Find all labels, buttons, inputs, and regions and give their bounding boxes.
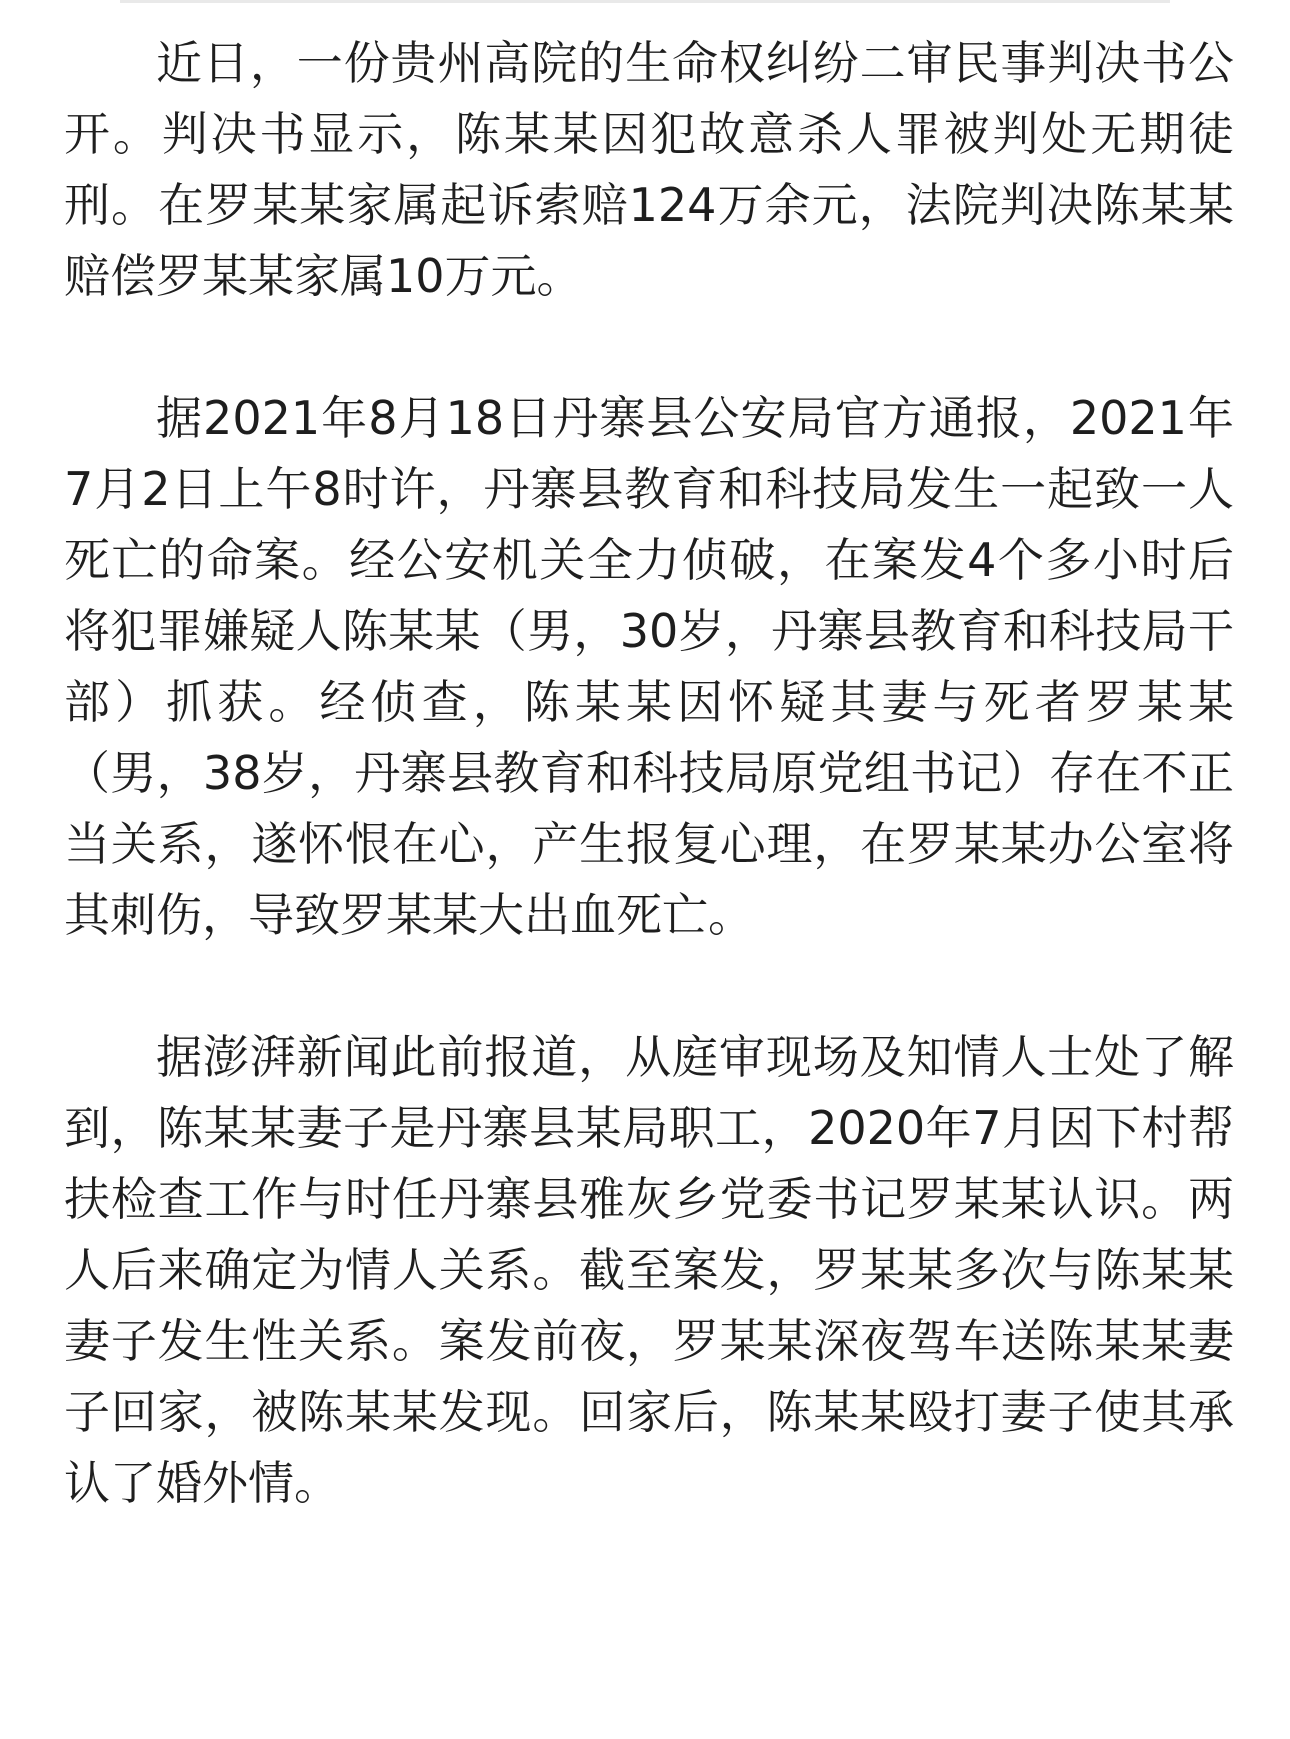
article-body xyxy=(64,28,1234,1519)
article-paragraph-1: 近日，一份贵州高院的生命权纠纷二审民事判决书公开。判决书显示，陈某某因犯故意杀人罪被判处无期徒刑。在罗某某家属起诉索赔124万余元，法院判决陈某某赔偿罗某某家属10万元。 xyxy=(64,36,1234,303)
article-paragraph-3: 据澎湃新闻此前报道，从庭审现场及知情人士处了解到，陈某某妻子是丹寨县某局职工，2020年7月因下村帮扶检查工作与时任丹寨县雅灰乡党委书记罗某某认识。两人后来确定为情人关系。截至案发，罗某某多次与陈某某妻子发生性关系。案发前夜，罗某某深夜驾车送陈某某妻子回家，被陈某某发现。回家后，陈某某殴打妻子使其承认了婚外情。 xyxy=(64,1030,1234,1510)
top-divider xyxy=(120,0,1170,3)
article-paragraph-2: 据2021年8月18日丹寨县公安局官方通报，2021年7月2日上午8时许，丹寨县教育和科技局发生一起致一人死亡的命案。经公安机关全力侦破，在案发4个多小时后将犯罪嫌疑人陈某某（男，30岁，丹寨县教育和科技局干部）抓获。经侦查，陈某某因怀疑其妻与死者罗某某（男，38岁，丹寨县教育和科技局原党组书记）存在不正当关系，遂怀恨在心，产生报复心理，在罗某某办公室将其刺伤，导致罗某某大出血死亡。 xyxy=(64,391,1234,942)
